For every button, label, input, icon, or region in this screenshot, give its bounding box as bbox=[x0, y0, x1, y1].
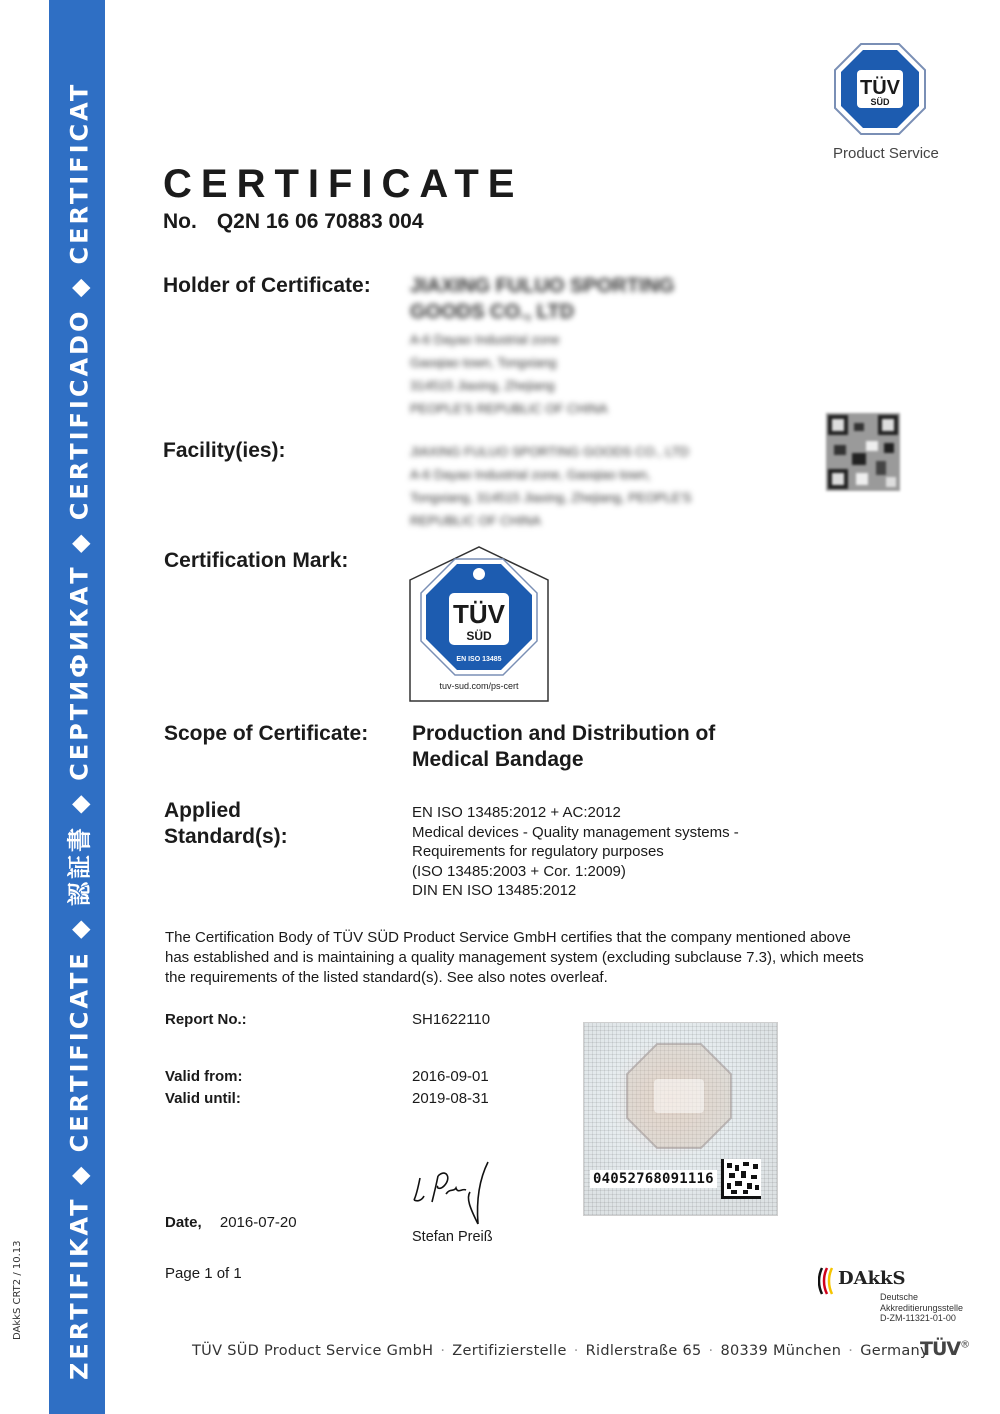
holder-label: Holder of Certificate: bbox=[163, 274, 371, 297]
facility-line: JIAXING FULUO SPORTING GOODS CO., LTD bbox=[410, 444, 690, 459]
certificate-number-label: No. bbox=[163, 210, 197, 233]
standards-label-line1: Applied bbox=[164, 799, 241, 822]
product-service-label: Product Service bbox=[833, 145, 939, 162]
footer-dept: Zertifizierstelle bbox=[452, 1343, 567, 1359]
registered-mark: ® bbox=[960, 1339, 970, 1351]
standard-line: Requirements for regulatory purposes bbox=[412, 843, 664, 860]
footer-street: Ridlerstraße 65 bbox=[585, 1343, 702, 1359]
scope-value bbox=[412, 721, 715, 773]
certification-statement: The Certification Body of TÜV SÜD Product Service GmbH certifies that the company mentioned above has established and is maintaining a quality management system (excluding subclause 7.3), which meets the requirements of the listed standard(s). See also notes overleaf. bbox=[165, 929, 864, 986]
footer-country: Germany bbox=[860, 1343, 929, 1359]
footer-city: 80339 München bbox=[720, 1343, 842, 1359]
hologram-logo bbox=[624, 1041, 734, 1151]
mark-standard-text: EN ISO 13485 bbox=[456, 656, 502, 663]
certification-mark-label: Certification Mark: bbox=[164, 549, 349, 572]
facility-line: A-6 Dayao Industrial zone, Gaoqiao town, bbox=[410, 467, 651, 482]
mark-logo-bottom-text: SÜD bbox=[466, 629, 492, 643]
standard-line: DIN EN ISO 13485:2012 bbox=[412, 882, 577, 899]
standard-line: (ISO 13485:2003 + Cor. 1:2009) bbox=[412, 862, 626, 880]
signatory-name: Stefan Preiß bbox=[412, 1229, 493, 1245]
holder-address-line: PEOPLE'S REPUBLIC OF CHINA bbox=[410, 401, 608, 416]
valid-until-label: Valid until: bbox=[165, 1090, 241, 1107]
scope-line2: Medical Bandage bbox=[412, 748, 584, 771]
footer-tuv-mark bbox=[920, 1338, 969, 1360]
tuv-sud-logo bbox=[833, 42, 927, 136]
valid-from-value: 2016-09-01 bbox=[412, 1068, 489, 1085]
mark-logo-top-text: TÜV bbox=[453, 599, 505, 629]
footer-company: TÜV SÜD Product Service GmbH bbox=[192, 1343, 434, 1359]
certificate-number bbox=[163, 210, 424, 234]
dakks-flag-icon bbox=[818, 1266, 838, 1296]
certificate-title: CERTIFICATE bbox=[163, 162, 524, 206]
holder-address-line: 314515 Jiaxing, Zhejiang bbox=[410, 378, 555, 393]
hologram-seal bbox=[583, 1022, 778, 1216]
footer-address: TÜV SÜD Product Service GmbH · Zertifizierstelle · Ridlerstraße 65 · 80339 München · Germany bbox=[192, 1343, 929, 1359]
standard-line: EN ISO 13485:2012 + AC:2012 bbox=[412, 804, 621, 821]
mark-url-text: tuv-sud.com/ps-cert bbox=[439, 681, 519, 691]
tuv-logo-top-text: TÜV bbox=[860, 77, 900, 99]
footer-tuv-text: TÜV bbox=[920, 1338, 961, 1360]
dakks-details bbox=[880, 1292, 963, 1324]
standards-label bbox=[164, 798, 288, 850]
dakks-line2: Akkreditierungsstelle bbox=[880, 1302, 964, 1313]
valid-from-label: Valid from: bbox=[165, 1068, 243, 1085]
standards-label-line2: Standard(s): bbox=[164, 825, 288, 848]
tuv-logo-bottom-text: SÜD bbox=[870, 97, 890, 107]
valid-until-value: 2019-08-31 bbox=[412, 1090, 489, 1107]
form-code: DAkkS CRT2 / 10.13 bbox=[12, 1240, 23, 1340]
dakks-line1: Deutsche bbox=[880, 1292, 919, 1302]
holder-address bbox=[410, 328, 608, 420]
qr-code bbox=[826, 413, 900, 491]
date-value: 2016-07-20 bbox=[219, 1214, 297, 1231]
standard-line: Medical devices - Quality management systems - bbox=[412, 823, 739, 841]
facility-address bbox=[410, 440, 691, 532]
holder-name bbox=[410, 273, 674, 325]
facility-line: Tongxiang, 314515 Jiaxing, Zhejiang, PEOPLE'S bbox=[410, 490, 692, 505]
holder-address-line: A-6 Dayao Industrial zone bbox=[410, 332, 560, 347]
scope-line1: Production and Distribution of bbox=[412, 722, 716, 745]
side-band bbox=[49, 0, 105, 1414]
report-label: Report No.: bbox=[165, 1011, 247, 1028]
holder-name-line1: JIAXING FULUO SPORTING bbox=[410, 275, 675, 297]
certification-mark-logo bbox=[409, 545, 549, 703]
facility-label: Facility(ies): bbox=[163, 439, 286, 462]
date-label: Date, bbox=[165, 1214, 202, 1231]
hologram-datamatrix bbox=[721, 1159, 761, 1199]
report-value: SH1622110 bbox=[412, 1011, 491, 1028]
side-band-text: ZERTIFIKAT ◆ CERTIFICATE ◆ 認証書 ◆ СЕРТИФИКАТ ◆ CERTIFICADO ◆ CERTIFICAT bbox=[65, 81, 94, 1380]
holder-name-line2: GOODS CO., LTD bbox=[410, 301, 575, 323]
page-number: Page 1 of 1 bbox=[165, 1265, 242, 1282]
scope-label: Scope of Certificate: bbox=[164, 722, 369, 745]
standards-list bbox=[412, 803, 739, 901]
date-row bbox=[165, 1214, 297, 1231]
hologram-serial: 04052768091116 bbox=[590, 1170, 717, 1188]
signature bbox=[410, 1158, 500, 1228]
dakks-line3: D-ZM-11321-01-00 bbox=[880, 1313, 956, 1323]
facility-line: REPUBLIC OF CHINA bbox=[410, 513, 541, 528]
holder-address-line: Gaoqiao town, Tongxiang bbox=[410, 355, 557, 370]
certificate-number-value: Q2N 16 06 70883 004 bbox=[216, 210, 424, 233]
dakks-logo-text: DAkkS bbox=[838, 1268, 906, 1289]
